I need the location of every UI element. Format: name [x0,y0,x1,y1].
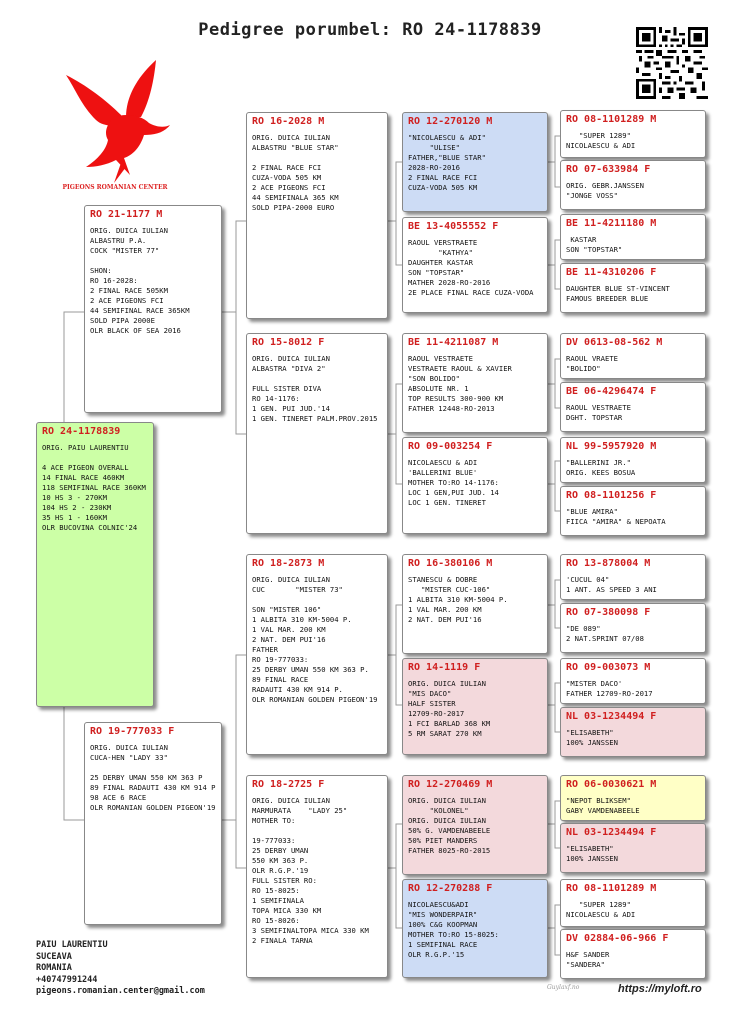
pigeon-card-dsd[interactable] [402,658,548,755]
pigeon-card-g5-14[interactable] [560,823,706,873]
ring-number: BE 06-4296474 F [566,386,657,397]
pigeon-details: "SUPER 1289" NICOLAESCU & ADI [566,900,636,919]
ring-number: RO 16-2028 M [252,116,325,127]
ring-number: NL 03-1234494 F [566,711,657,722]
website-link[interactable]: https://myloft.ro [618,983,702,995]
pigeon-details: ORIG. DUICA IULIAN CUCA-HEN "LADY 33" 25 DERBY UMAN 550 KM 363 P 89 FINAL RADAUTI 430 KM 914 P 98 ACE 6 RACE OLR ROMANIAN GOLDEN PIGEON'19 [90,743,216,812]
ring-number: NL 99-5957920 M [566,441,657,452]
pigeon-details: "NEPOT BLIKSEM" GABY VAMDENABEELE [566,796,640,815]
pigeon-details: "BLUE AMIRA" FIICA "AMIRA" & NEPOATA [566,507,666,526]
ring-number: RO 12-270120 M [408,116,493,127]
pigeon-card-g5-3[interactable] [560,214,706,260]
ring-number: BE 11-4211087 M [408,337,499,348]
pigeon-card-ddd[interactable] [402,879,548,978]
pigeon-details: "BALLERINI JR." ORIG. KEES BOSUA [566,458,636,477]
ring-number: RO 08-1101289 M [566,883,657,894]
pigeon-details: ORIG. DUICA IULIAN MARMURATA "LADY 25" MOTHER TO: 19-777033: 25 DERBY UMAN 550 KM 363 P. OLR R.G.P.'19 FULL SISTER RO: RO 15-8025: 1 SEMIFINALA TOPA MICA 330 KM RO 15-8026: 3 SEMIFINALTOPA MICA 330 KM 2 FINALA TARNA [252,796,369,945]
ring-number: RO 07-380098 F [566,607,651,618]
pigeon-card-g5-4[interactable] [560,263,706,313]
pigeon-card-g5-5[interactable] [560,333,706,379]
ring-number: BE 11-4310206 F [566,267,657,278]
pigeon-card-ssd[interactable] [402,217,548,313]
pigeon-card-main[interactable] [36,422,154,707]
ring-number: RO 08-1101289 M [566,114,657,125]
pigeon-card-sire-dam[interactable] [246,333,388,534]
pigeon-details: ORIG. DUICA IULIAN ALBASTRU "BLUE STAR" 2 FINAL RACE FCI CUZA-VODA 505 KM 2 ACE PIGEONS FCI 44 SEMIFINALA 365 KM SOLD PIPA-2000 EURO [252,133,339,212]
ring-number: RO 18-2725 F [252,779,325,790]
ring-number: RO 13-878004 M [566,558,651,569]
pigeon-card-g5-15[interactable] [560,879,706,927]
pigeon-details: "NICOLAESCU & ADI" "ULISE" FATHER,"BLUE STAR" 2028-RO-2016 2 FINAL RACE FCI CUZA-VODA 505 KM [408,133,486,192]
logo-text: PIGEONS ROMANIAN CENTER [62,184,168,191]
signature: Guylaxf.no [547,984,580,991]
ring-number: RO 09-003073 M [566,662,651,673]
pigeon-details: STANESCU & DOBRE "MISTER CUC-106" 1 ALBITA 310 KM-5004 P. 1 VAL MAR. 200 KM 2 NAT. DEM PUI'16 [408,575,508,624]
pigeon-details: ORIG. DUICA IULIAN ALBASTRU P.A. COCK "MISTER 77" SHON: RO 16-2028: 2 FINAL RACE 505KM 2 ACE PIGEONS FCI 44 SEMIFINAL RACE 365KM SOLD PIPA 2000E OLR BLACK OF SEA 2016 [90,226,190,335]
ring-number: RO 16-380106 M [408,558,493,569]
pigeon-card-g5-1[interactable] [560,110,706,158]
pigeon-card-g5-7[interactable] [560,437,706,483]
pigeon-details: "MISTER DACO' FATHER 12709-RO-2017 [566,679,653,698]
pigeon-card-g5-16[interactable] [560,929,706,979]
pigeon-card-g5-6[interactable] [560,382,706,432]
pigeon-details: KASTAR SON "TOPSTAR" [566,235,623,254]
ring-number: RO 15-8012 F [252,337,325,348]
ring-number: BE 13-4055552 F [408,221,499,232]
pigeon-details: RAOUL VERSTRAETE "KATHYA" DAUGHTER KASTAR SON "TOPSTAR" MATHER 2028-RO-2016 2E PLACE FINAL RACE CUZA-VODA [408,238,534,297]
pigeon-card-dam-dam[interactable] [246,775,388,978]
pigeon-card-dss[interactable] [402,554,548,654]
ring-number: RO 19-777033 F [90,726,175,737]
pigeon-details: DAUGHTER BLUE ST-VINCENT FAMOUS BREEDER BLUE [566,284,670,303]
pigeon-details: "SUPER 1289" NICOLAESCU & ADI [566,131,636,150]
pigeon-details: ORIG. DUICA IULIAN CUC "MISTER 73" SON "MISTER 106" 1 ALBITA 310 KM-5004 P. 1 VAL MAR. 200 KM 2 NAT. DEM PUI'16 FATHER RO 19-777033: 25 DERBY UMAN 550 KM 363 P. 89 FINAL RACE RADAUTI 430 KM 914 P. OLR ROMANIAN GOLDEN PIGEON'19 [252,575,378,704]
ring-number: RO 08-1101256 F [566,490,657,501]
pigeon-card-sire[interactable] [84,205,222,413]
ring-number: RO 18-2873 M [252,558,325,569]
ring-number: RO 09-003254 F [408,441,493,452]
ring-number: RO 14-1119 F [408,662,481,673]
pigeon-card-sds[interactable] [402,333,548,433]
pigeon-card-g5-2[interactable] [560,160,706,210]
pigeon-details: NICOLAESCU & ADI 'BALLERINI BLUE' MOTHER TO:RO 14-1176: LOC 1 GEN,PUI JUD. 14 LOC 1 GEN. TINERET [408,458,499,507]
pigeon-card-sire-sire[interactable] [246,112,388,319]
pigeon-details: NICOLAESCU&ADI "MIS WONDERPAIR" 100% C&G KOOPMAN MOTHER TO:RO 15-8025: 1 SEMIFINAL RACE OLR R.G.P.'15 [408,900,499,959]
pigeon-card-g5-9[interactable] [560,554,706,600]
pigeon-card-g5-10[interactable] [560,603,706,653]
ring-number: DV 02884-06-966 F [566,933,669,944]
pigeon-details: RAOUL VESTRAETE DGHT. TOPSTAR [566,403,631,422]
pigeon-card-g5-8[interactable] [560,486,706,536]
pigeon-details: 'CUCUL 04" 1 ANT. AS SPEED 3 ANI [566,575,657,594]
pigeon-card-g5-12[interactable] [560,707,706,757]
pigeon-details: ORIG. GEBR.JANSSEN "JONGE VOSS" [566,181,644,200]
ring-number: RO 24-1178839 [42,426,121,437]
pigeon-card-dam-sire[interactable] [246,554,388,755]
pigeon-card-dds[interactable] [402,775,548,875]
page-title: Pedigree porumbel: RO 24-1178839 [198,20,542,40]
pigeon-details: ORIG. DUICA IULIAN "KOLONEL" ORIG. DUICA IULIAN 50% G. VAMDENABEELE 50% PIET MANDERS FATHER 8025-RO-2015 [408,796,491,855]
ring-number: DV 0613-08-562 M [566,337,663,348]
pigeon-details: "ELISABETH" 100% JANSSEN [566,728,618,747]
pigeon-details: RAOUL VRAETE "BOLIDO" [566,354,618,373]
pigeon-details: ORIG. DUICA IULIAN "MIS DACO" HALF SISTER 12709-RO-2017 1 FCI BARLAD 368 KM 5 RM SARAT 270 KM [408,679,491,738]
pigeon-card-sdd[interactable] [402,437,548,534]
pigeon-details: "ELISABETH" 100% JANSSEN [566,844,618,863]
pigeon-card-g5-13[interactable] [560,775,706,821]
pigeon-details: "DE 089" 2 NAT.SPRINT 07/08 [566,624,644,643]
owner-contact: PAIU LAURENTIU SUCEAVA ROMANIA +40747991244 pigeons.romanian.center@gmail.com [36,940,205,997]
pigeon-card-dam[interactable] [84,722,222,925]
pigeon-details: RAOUL VESTRAETE VESTRAETE RAOUL & XAVIER "SON BOLIDO" ABSOLUTE NR. 1 TOP RESULTS 300-900 KM FATHER 12448-RO-2013 [408,354,512,413]
ring-number: RO 21-1177 M [90,209,163,220]
pigeon-details: ORIG. DUICA IULIAN ALBASTRA "DIVA 2" FULL SISTER DIVA RO 14-1176: 1 GEN. PUI JUD.'14 1 GEN. TINERET PALM.PROV.2015 [252,354,378,423]
pigeon-details: H&F SANDER "SANDERA" [566,950,610,969]
ring-number: RO 07-633984 F [566,164,651,175]
pigeon-card-g5-11[interactable] [560,658,706,704]
ring-number: RO 12-270288 F [408,883,493,894]
ring-number: RO 06-0030621 M [566,779,657,790]
ring-number: NL 03-1234494 F [566,827,657,838]
pigeon-card-sss[interactable] [402,112,548,212]
ring-number: RO 12-270469 M [408,779,493,790]
ring-number: BE 11-4211180 M [566,218,657,229]
pigeon-details: ORIG. PAIU LAURENTIU 4 ACE PIGEON OVERALL 14 FINAL RACE 460KM 118 SEMIFINAL RACE 360KM 10 HS 3 - 270KM 104 HS 2 - 230KM 35 HS 1 - 160KM OLR BUCOVINA COLNIC'24 [42,443,146,532]
